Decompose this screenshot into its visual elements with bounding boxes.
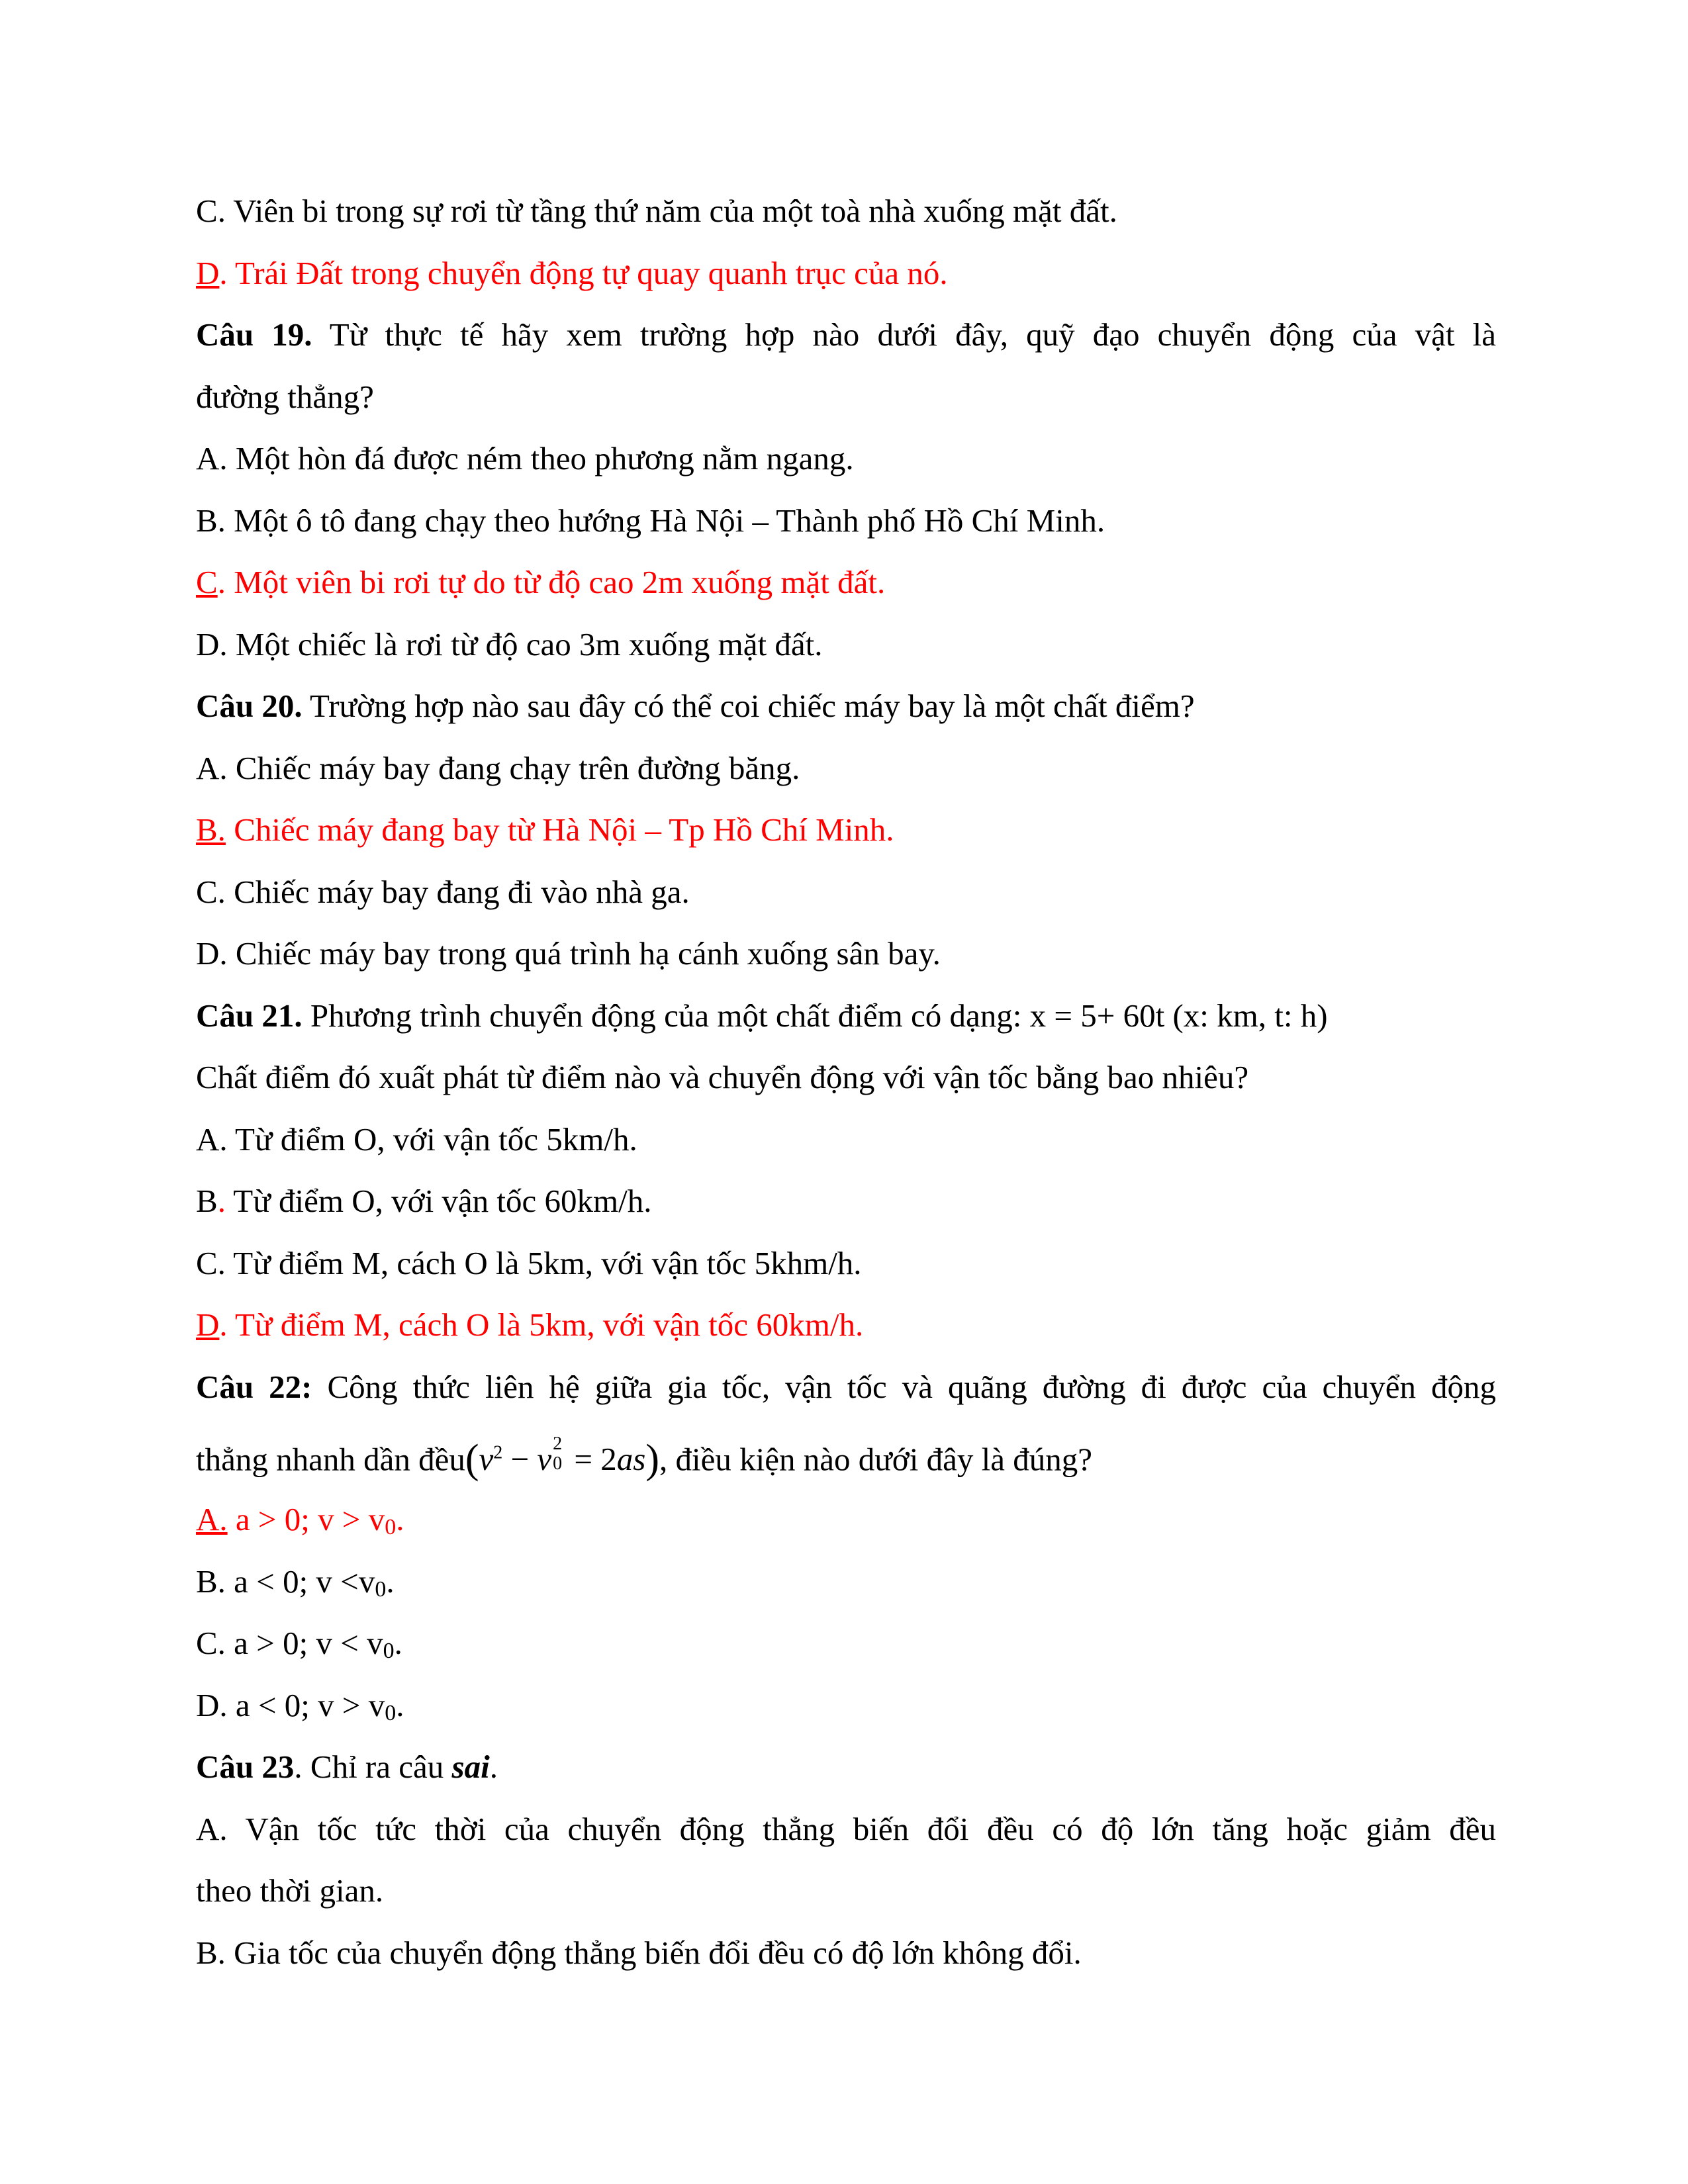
document-page	[196, 180, 1496, 1983]
option-text: B. Gia tốc của chuyển động thẳng biến đổi đều có độ lớn không đổi.	[196, 1934, 1082, 1971]
formula-minus: −	[502, 1441, 538, 1478]
answer-text: Chiếc máy đang bay từ Hà Nội – Tp Hồ Chí Minh.	[225, 811, 894, 848]
option-text: C. a > 0; v < v	[196, 1625, 383, 1661]
question-number: Câu 19.	[196, 316, 312, 353]
line-13	[196, 923, 1496, 985]
option-text: C. Từ điểm M, cách O là 5km, với vận tốc 5khm/h.	[196, 1244, 862, 1281]
option-end: .	[386, 1563, 395, 1600]
answer-dot: .	[217, 1183, 226, 1219]
line-5	[196, 428, 1496, 490]
line-15	[196, 1046, 1496, 1109]
formula-as: as	[616, 1441, 646, 1478]
formula-sup2: 2	[553, 1433, 563, 1455]
formula: ($v^2 - v$ 2 0 = 2as)	[465, 1433, 660, 1482]
answer-text: . Từ điểm M, cách O là 5km, với vận tốc 60km/h.	[219, 1306, 864, 1343]
line-18	[196, 1232, 1496, 1295]
line-21-formula	[196, 1418, 1496, 1488]
emphasis-word: sai	[451, 1749, 490, 1785]
formula-sup: 2	[493, 1443, 503, 1463]
formula-stack	[551, 1433, 566, 1476]
line-22-answer	[196, 1488, 1496, 1551]
option-text: D. Chiếc máy bay trong quá trình hạ cánh xuống sân bay.	[196, 935, 941, 972]
line-9-question	[196, 675, 1496, 737]
option-text: . Viên bi trong sự rơi từ tầng thứ năm của một toà nhà xuống mặt đất.	[217, 193, 1117, 229]
option-text: B. a < 0; v <v	[196, 1563, 375, 1600]
option-text: D. a < 0; v > v	[196, 1686, 385, 1723]
question-text-cont: thẳng nhanh dần đều	[196, 1441, 465, 1478]
subscript: 0	[385, 1700, 397, 1725]
line-4	[196, 366, 1496, 428]
subscript: 0	[383, 1639, 395, 1663]
line-26-question	[196, 1736, 1496, 1798]
option-text: C. Chiếc máy bay đang đi vào nhà ga.	[196, 873, 690, 910]
line-12	[196, 861, 1496, 923]
answer-text: . Trái Đất trong chuyển động tự quay quanh trục của nó.	[219, 254, 948, 291]
option-label: B	[196, 1183, 218, 1219]
line-10	[196, 737, 1496, 799]
line-6	[196, 490, 1496, 552]
line-19-answer	[196, 1294, 1496, 1356]
line-23	[196, 1551, 1496, 1613]
answer-text: . Một viên bi rơi tự do từ độ cao 2m xuống mặt đất.	[217, 564, 886, 600]
answer-label: C	[196, 564, 218, 600]
line-25	[196, 1674, 1496, 1737]
line-8	[196, 614, 1496, 676]
question-number: Câu 23	[196, 1749, 295, 1785]
option-label: C	[196, 193, 218, 229]
formula-sub0: 0	[553, 1453, 563, 1475]
question-text: Công thức liên hệ giữa gia tốc, vận tốc và quãng đường đi được của chuyển động	[312, 1368, 1496, 1405]
question-end: .	[489, 1749, 498, 1785]
answer-label: B.	[196, 811, 226, 848]
formula-eq: = 2	[566, 1441, 617, 1478]
answer-label: D	[196, 254, 220, 291]
answer-end: .	[396, 1501, 404, 1537]
question-text: Phương trình chuyển động của một chất điểm có dạng: x = 5+ 60t (x: km, t: h)	[302, 997, 1328, 1034]
option-text: A. Một hòn đá được ném theo phương nằm ngang.	[196, 440, 854, 477]
question-text-cont: , điều kiện nào dưới đây là đúng?	[659, 1441, 1092, 1478]
option-end: .	[396, 1686, 404, 1723]
formula-v0: v	[537, 1441, 552, 1478]
option-text: A. Chiếc máy bay đang chạy trên đường băng.	[196, 749, 800, 786]
line-24	[196, 1612, 1496, 1674]
line-3-question	[196, 304, 1496, 366]
subscript: 0	[385, 1515, 397, 1539]
subscript: 0	[375, 1576, 387, 1602]
option-text: A. Từ điểm O, với vận tốc 5km/h.	[196, 1120, 637, 1158]
line-11-answer	[196, 799, 1496, 861]
option-text: Từ điểm O, với vận tốc 60km/h.	[225, 1183, 652, 1219]
option-text: A. Vận tốc tức thời của chuyển động thẳng biến đổi đều có độ lớn tăng hoặc giảm đều	[196, 1810, 1496, 1847]
formula-v: v	[479, 1441, 494, 1478]
question-number: Câu 22:	[196, 1368, 312, 1405]
question-text-cont: Chất điểm đó xuất phát từ điểm nào và chuyển động với vận tốc bằng bao nhiêu?	[196, 1059, 1249, 1095]
answer-label: D	[196, 1306, 220, 1343]
line-27	[196, 1798, 1496, 1860]
line-16	[196, 1109, 1496, 1171]
option-text-cont: theo thời gian.	[196, 1872, 384, 1909]
question-text: . Chỉ ra câu	[294, 1749, 452, 1785]
line-28	[196, 1860, 1496, 1922]
question-text: Từ thực tế hãy xem trường hợp nào dưới đây, quỹ đạo chuyển động của vật là	[312, 316, 1496, 353]
line-7-answer	[196, 551, 1496, 614]
question-text-cont: đường thẳng?	[196, 378, 374, 415]
line-14-question	[196, 985, 1496, 1047]
option-end: .	[394, 1625, 402, 1661]
line-29	[196, 1922, 1496, 1984]
line-2-answer	[196, 242, 1496, 304]
line-1	[196, 180, 1496, 242]
line-20-question	[196, 1356, 1496, 1418]
option-text: D. Một chiếc là rơi từ độ cao 3m xuống mặt đất.	[196, 625, 823, 662]
option-text: B. Một ô tô đang chạy theo hướng Hà Nội – Thành phố Hồ Chí Minh.	[196, 502, 1105, 539]
question-number: Câu 21.	[196, 997, 303, 1034]
answer-text: a > 0; v > v	[227, 1501, 385, 1537]
question-text: Trường hợp nào sau đây có thể coi chiếc máy bay là một chất điểm?	[302, 688, 1195, 724]
question-number: Câu 20.	[196, 688, 303, 724]
line-17-answer	[196, 1170, 1496, 1232]
answer-label: A.	[196, 1501, 228, 1537]
